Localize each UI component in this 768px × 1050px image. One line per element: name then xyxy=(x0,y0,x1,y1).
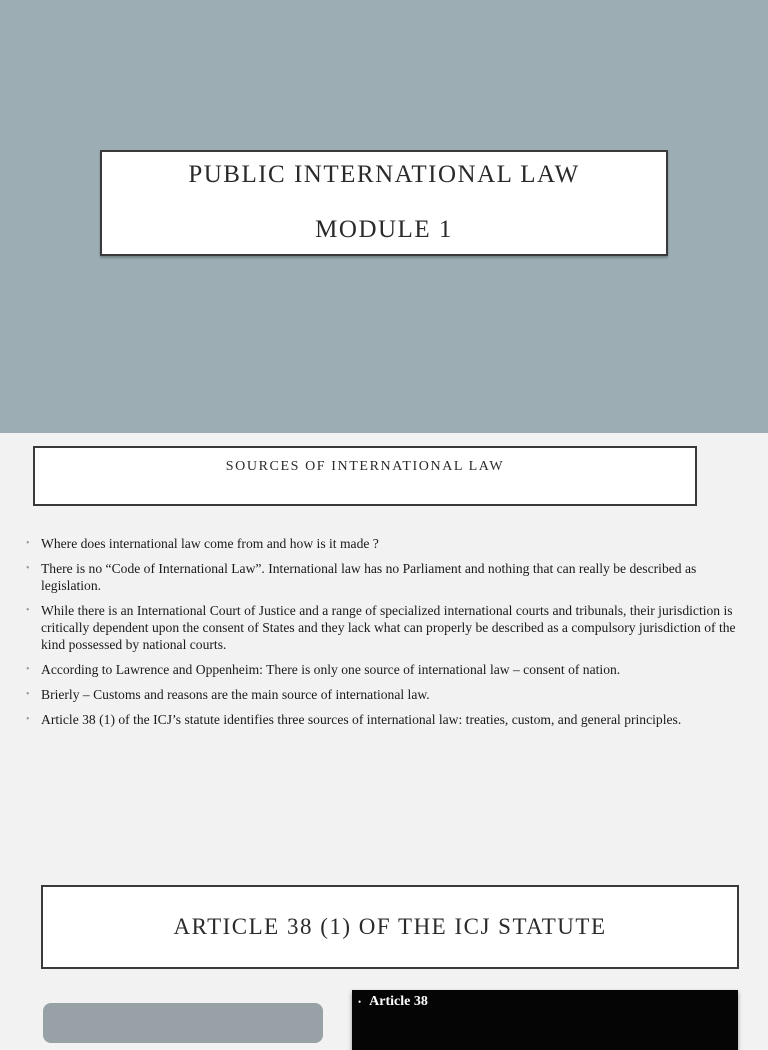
list-item-text: Brierly – Customs and reasons are the main source of international law. xyxy=(41,687,430,702)
title-box xyxy=(100,150,668,256)
sources-slide xyxy=(0,433,768,873)
list-item-text: According to Lawrence and Oppenheim: There is only one source of international law – consent of nation. xyxy=(41,662,621,677)
bullet-icon: • xyxy=(26,714,30,725)
bullet-icon: • xyxy=(358,997,362,1007)
list-item-text: While there is an International Court of Justice and a range of specialized international courts and tribunals, their jurisdiction is critically dependent upon the consent of States and they lack what can properly be described as a compulsory jurisdiction of the kind possessed by national courts. xyxy=(41,603,736,652)
list-item xyxy=(26,560,742,594)
sources-heading: SOURCES OF INTERNATIONAL LAW xyxy=(225,459,505,474)
list-item-text: Where does international law come from and how is it made ? xyxy=(41,536,379,551)
list-item xyxy=(26,686,742,703)
bullet-icon: • xyxy=(26,605,30,616)
page-title: PUBLIC INTERNATIONAL LAW xyxy=(188,161,580,188)
article-text-panel xyxy=(352,990,738,1050)
list-item xyxy=(26,602,742,653)
sources-heading-box xyxy=(33,446,697,506)
article-heading-box xyxy=(41,885,739,969)
bullet-icon: • xyxy=(26,689,30,700)
article-slide xyxy=(0,873,768,1024)
title-slide xyxy=(0,0,768,433)
article-heading: ARTICLE 38 (1) OF THE ICJ STATUTE xyxy=(173,914,607,939)
list-item-text: There is no “Code of International Law”. International law has no Parliament and nothing that can really be described as legislation. xyxy=(41,561,697,593)
list-item-text: Article 38 (1) of the ICJ’s statute identifies three sources of international law: treaties, custom, and general principles. xyxy=(41,712,682,727)
bullet-icon: • xyxy=(26,664,30,675)
list-item xyxy=(26,711,742,728)
article-panel-heading-text: Article 38 xyxy=(369,994,428,1009)
sources-bullet-list xyxy=(26,535,742,736)
bullet-icon: • xyxy=(26,538,30,549)
list-item xyxy=(26,661,742,678)
page-subtitle: MODULE 1 xyxy=(315,216,453,243)
bullet-icon: • xyxy=(26,563,30,574)
article-panel-heading xyxy=(358,994,428,1010)
grey-content-panel xyxy=(43,1003,323,1043)
list-item xyxy=(26,535,742,552)
